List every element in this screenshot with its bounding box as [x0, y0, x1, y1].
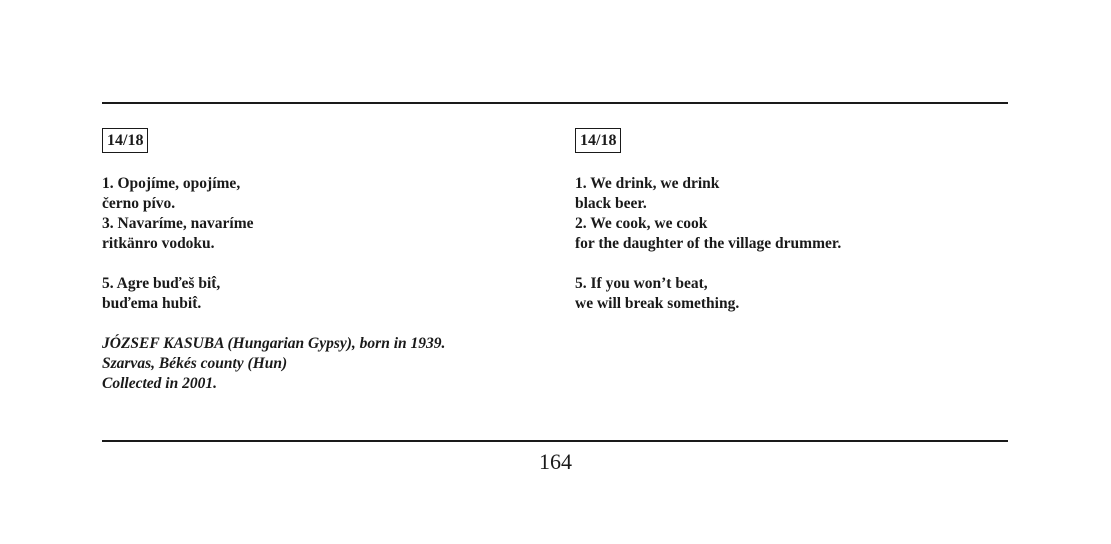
original-text-column: [102, 128, 542, 394]
verse-line: 5. If you won’t beat,: [575, 275, 708, 292]
stanza-1: [575, 174, 1005, 254]
credit-line: JÓZSEF KASUBA (Hungarian Gypsy), born in 1939.: [102, 335, 446, 352]
song-number-box: 14/18: [575, 128, 621, 153]
credit-line: Szarvas, Békés county (Hun): [102, 355, 288, 372]
verse-line: 1. Opojíme, opojíme,: [102, 175, 241, 192]
verse-line: for the daughter of the village drummer.: [575, 235, 842, 252]
song-number-box: 14/18: [102, 128, 148, 153]
bottom-rule: [102, 440, 1008, 442]
verse-line: ritkänro vodoku.: [102, 235, 215, 252]
verse-line: 1. We drink, we drink: [575, 175, 720, 192]
credit-line: Collected in 2001.: [102, 375, 217, 392]
stanza-2: [575, 274, 1005, 314]
page-number: 164: [539, 449, 572, 474]
performer-credit: [102, 334, 542, 394]
stanza-2: [102, 274, 542, 314]
verse-line: we will break something.: [575, 295, 740, 312]
verse-line: černo pívo.: [102, 195, 176, 212]
top-rule: [102, 102, 1008, 104]
verse-line: 2. We cook, we cook: [575, 215, 708, 232]
verse-line: buďema hubit̂.: [102, 295, 202, 312]
verse-line: 5. Agre buďeš bit̂,: [102, 275, 221, 292]
stanza-1: [102, 174, 542, 254]
verse-line: black beer.: [575, 195, 647, 212]
translation-column: [575, 128, 1005, 314]
verse-line: 3. Navaríme, navaríme: [102, 215, 254, 232]
